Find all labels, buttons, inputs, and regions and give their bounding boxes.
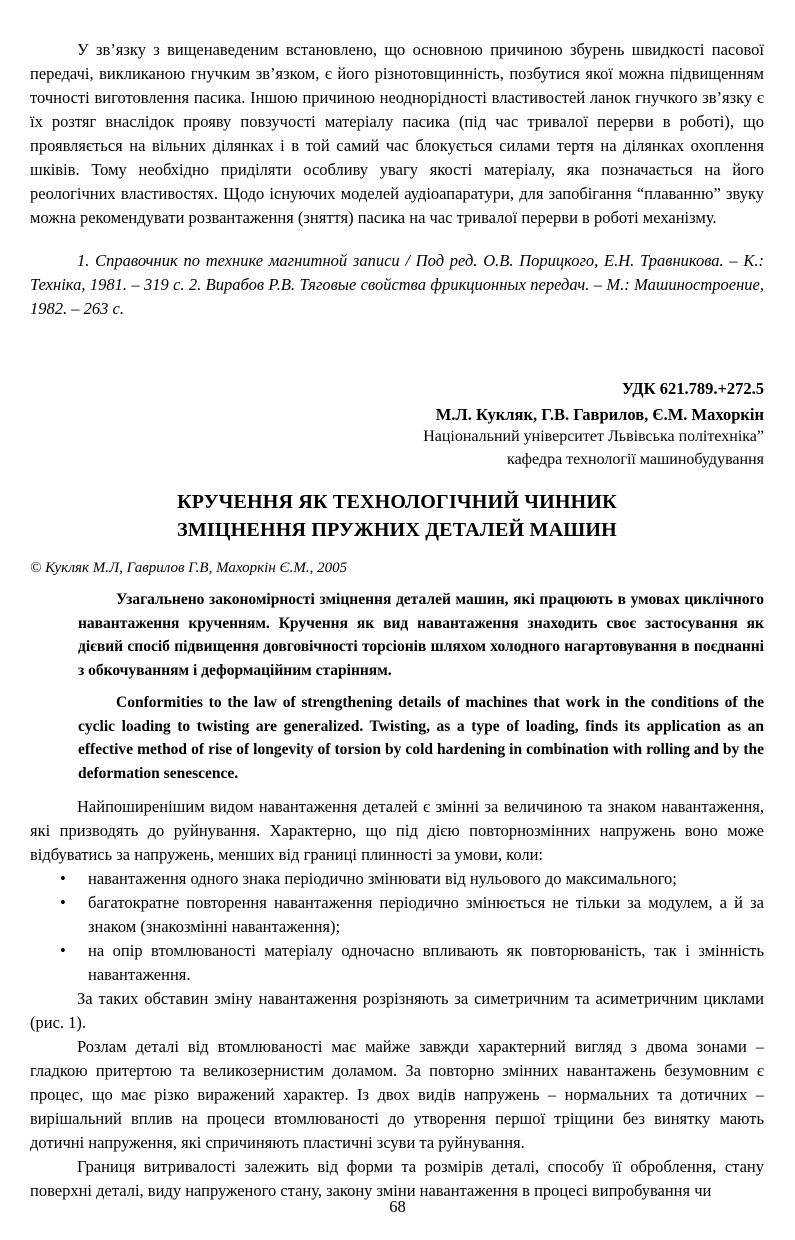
- article-title-line2: ЗМІЦНЕННЯ ПРУЖНИХ ДЕТАЛЕЙ МАШИН: [177, 519, 617, 541]
- article-title: [30, 488, 764, 544]
- abstract-ukrainian: Узагальнено закономірності зміцнення деталей машин, які працюють в умовах циклічного навантаження крученням. Кручення як вид навантаження знаходить своє застосування як дієвий спосіб підвищення довговічності торсіонів шляхом холодного нагартовування в поєднанні з обкочуванням і деформаційним старінням.: [78, 591, 764, 679]
- authors-line: М.Л. Кукляк, Г.В. Гаврилов, Є.М. Махоркін: [435, 405, 764, 424]
- conditions-bullet-list: [30, 867, 764, 987]
- bullet-item-3: • на опір втомлюваності матеріалу одночасно впливають як повторюваність, так і змінність навантаження.: [88, 939, 764, 987]
- body-paragraph-endurance: Границя витривалості залежить від форми та розмірів деталі, способу її оброблення, стану поверхні деталі, виду напруженого стану, закону зміни навантаження в процесі випробування чи: [30, 1157, 764, 1200]
- copyright-line: © Кукляк М.Л, Гаврилов Г.В, Махоркін Є.М., 2005: [30, 560, 348, 576]
- body-paragraph-fracture: Розлам деталі від втомлюваності має майже завжди характерний вигляд з двома зонами – гладкою притертою та великозернистим доламом. За повторно змінних навантажень безумовним є процес, що має різко виражений характер. Із двох видів напружень – нормальних та дотичних – вирішальний вплив на процеси втомлюваності до утворення першої тріщини без винятку мають дотичні напруження, які спричиняють пластичні зсуви та руйнування.: [30, 1037, 764, 1152]
- references-paragraph: 1. Справочник по технике магнитной записи / Под ред. О.В. Порицкого, Е.Н. Травникова. – К.: Техніка, 1981. – 319 с. 2. Вирабов Р.В. Тяговые свойства фрикционных передач. – М.: Машиностроение, 1982. – 263 с.: [30, 251, 764, 318]
- affiliation-department: кафедра технології машинобудування: [507, 450, 764, 468]
- body-paragraph-cycles: За таких обставин зміну навантаження розрізняють за симетричним та асиметричним циклами (рис. 1).: [30, 989, 764, 1032]
- intro-paragraph: У зв’язку з вищенаведеним встановлено, що основною причиною збурень швидкості пасової передачі, викликаною гнучким зв’язком, є його різнотовщинність, позбутися якої можна підвищенням точності виготовлення пасика. Іншою причиною неоднорідності властивостей ланок гнучкого зв’язку є їх розтяг внаслідок прояву повзучості матеріалу пасика (під час тривалої перерви в роботі), що проявляється на вільних ділянках і в той самий час блокується силами тертя на ділянках охоплення шківів. Тому необхідно приділяти особливу увагу якості матеріалу, яка позначається на його реологічних властивостях. Щодо існуючих моделей аудіоапаратури, для запобігання “плаванню” звуку можна рекомендувати розвантаження (зняття) пасика на час тривалої перерви в роботі механізму.: [30, 40, 764, 227]
- body-paragraph-intro: Найпоширенішим видом навантаження деталей є змінні за величиною та знаком навантаження, які призводять до руйнування. Характерно, що під дією повторнозмінних напружень воно може відбуватись за напружень, менших від границі плинності за умови, коли:: [30, 797, 764, 864]
- udk-code: УДК 621.789.+272.5: [621, 379, 764, 398]
- article-title-line1: КРУЧЕННЯ ЯК ТЕХНОЛОГІЧНИЙ ЧИННИК: [177, 491, 617, 513]
- bullet-item-1: • навантаження одного знака періодично змінювати від нульового до максимального;: [88, 867, 764, 891]
- page-number: 68: [389, 1197, 406, 1216]
- bullet-item-2: • багатократне повторення навантаження періодично змінюється не тільки за модулем, а й за знаком (знакозмінні навантаження);: [88, 891, 764, 939]
- abstract-english: Conformities to the law of strengthening details of machines that work in the conditions of the cyclic loading to twisting are generalized. Twisting, as a type of loading, finds its application as an effective method of rise of longevity of torsion by cold hardening in combination with rolling and by the deformation senescence.: [78, 694, 764, 782]
- affiliation-university: Національний університет Львівська політехніка”: [423, 428, 764, 445]
